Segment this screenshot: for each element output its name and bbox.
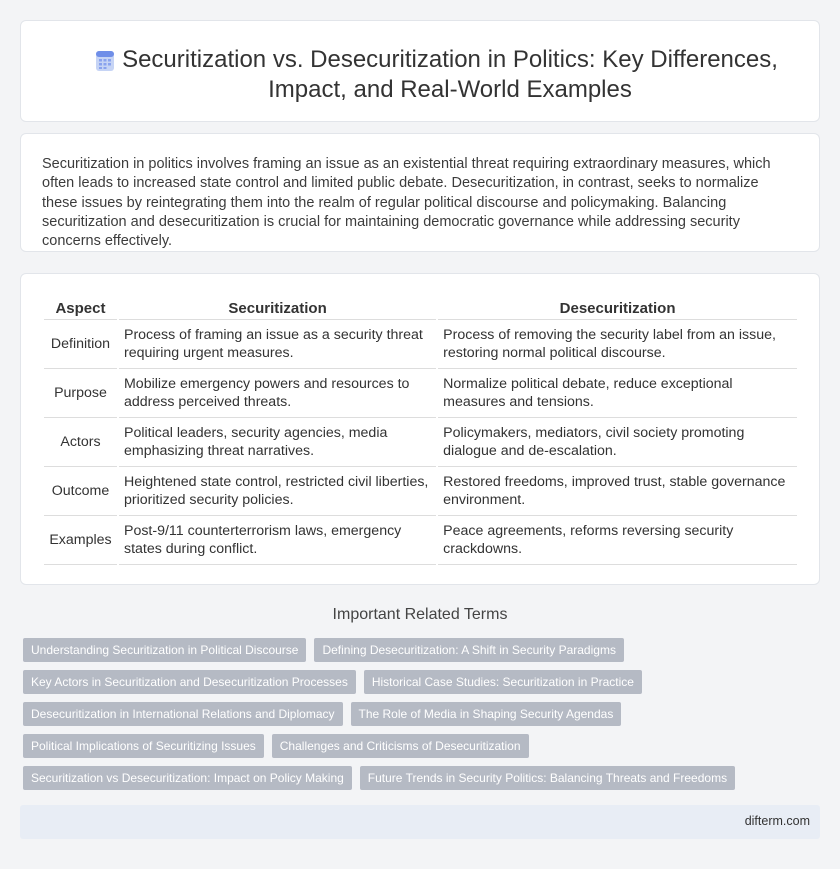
related-term-link[interactable]: Historical Case Studies: Securitization in Practice <box>364 670 642 694</box>
table-row <box>44 418 797 467</box>
header-card <box>20 20 820 122</box>
desecuritization-cell: Restored freedoms, improved trust, stable governance environment. <box>438 467 797 516</box>
desecuritization-cell: Normalize political debate, reduce exceptional measures and tensions. <box>438 369 797 418</box>
page-title: Securitization vs. Desecuritization in Politics: Key Differences, Impact, and Real-World Examples <box>122 46 778 103</box>
related-term-link[interactable]: Key Actors in Securitization and Desecuritization Processes <box>23 670 356 694</box>
footer <box>20 805 820 839</box>
related-term-link[interactable]: Securitization vs Desecuritization: Impact on Policy Making <box>23 766 352 790</box>
comparison-table-card <box>20 273 820 585</box>
intro-paragraph: Securitization in politics involves framing an issue as an existential threat requiring extraordinary measures, which often leads to increased state control and limited public debate. Desecuritization, in contrast, seeks to normalize these issues by reintegrating them into the realm of regular political discourse and policymaking. Balancing securitization and desecuritization is crucial for maintaining democratic governance while addressing security concerns effectively. <box>42 156 771 250</box>
securitization-cell: Post-9/11 counterterrorism laws, emergency states during conflict. <box>119 516 436 565</box>
table-header-row <box>44 296 797 320</box>
aspect-cell: Actors <box>44 418 117 467</box>
related-term-link[interactable]: Understanding Securitization in Political Discourse <box>23 638 306 662</box>
aspect-cell: Definition <box>44 320 117 369</box>
securitization-cell: Heightened state control, restricted civil liberties, prioritized security policies. <box>119 467 436 516</box>
related-terms-list <box>23 638 813 798</box>
table-row <box>44 369 797 418</box>
securitization-cell: Mobilize emergency powers and resources to address perceived threats. <box>119 369 436 418</box>
tag-row <box>23 638 813 662</box>
related-term-link[interactable]: Future Trends in Security Politics: Balancing Threats and Freedoms <box>360 766 735 790</box>
securitization-cell: Political leaders, security agencies, media emphasizing threat narratives. <box>119 418 436 467</box>
tag-row <box>23 734 813 758</box>
tag-row <box>23 670 813 694</box>
table-row <box>44 516 797 565</box>
desecuritization-cell: Peace agreements, reforms reversing security crackdowns. <box>438 516 797 565</box>
related-term-link[interactable]: Challenges and Criticisms of Desecuritization <box>272 734 529 758</box>
related-term-link[interactable]: Defining Desecuritization: A Shift in Security Paradigms <box>314 638 623 662</box>
comparison-table <box>42 296 799 565</box>
related-term-link[interactable]: Political Implications of Securitizing Issues <box>23 734 264 758</box>
aspect-cell: Examples <box>44 516 117 565</box>
intro-card <box>20 133 820 252</box>
related-term-link[interactable]: The Role of Media in Shaping Security Agendas <box>351 702 622 726</box>
tag-row <box>23 702 813 726</box>
header-desecuritization: Desecuritization <box>438 296 797 320</box>
document-icon <box>93 49 117 73</box>
securitization-cell: Process of framing an issue as a security threat requiring urgent measures. <box>119 320 436 369</box>
tag-row <box>23 766 813 790</box>
site-link[interactable]: difterm.com <box>744 814 810 828</box>
desecuritization-cell: Policymakers, mediators, civil society promoting dialogue and de-escalation. <box>438 418 797 467</box>
aspect-cell: Outcome <box>44 467 117 516</box>
related-terms-title: Important Related Terms <box>332 606 508 623</box>
header-aspect: Aspect <box>44 296 117 320</box>
table-row <box>44 467 797 516</box>
aspect-cell: Purpose <box>44 369 117 418</box>
header-securitization: Securitization <box>119 296 436 320</box>
desecuritization-cell: Process of removing the security label from an issue, restoring normal political discourse. <box>438 320 797 369</box>
related-term-link[interactable]: Desecuritization in International Relations and Diplomacy <box>23 702 343 726</box>
table-row <box>44 320 797 369</box>
